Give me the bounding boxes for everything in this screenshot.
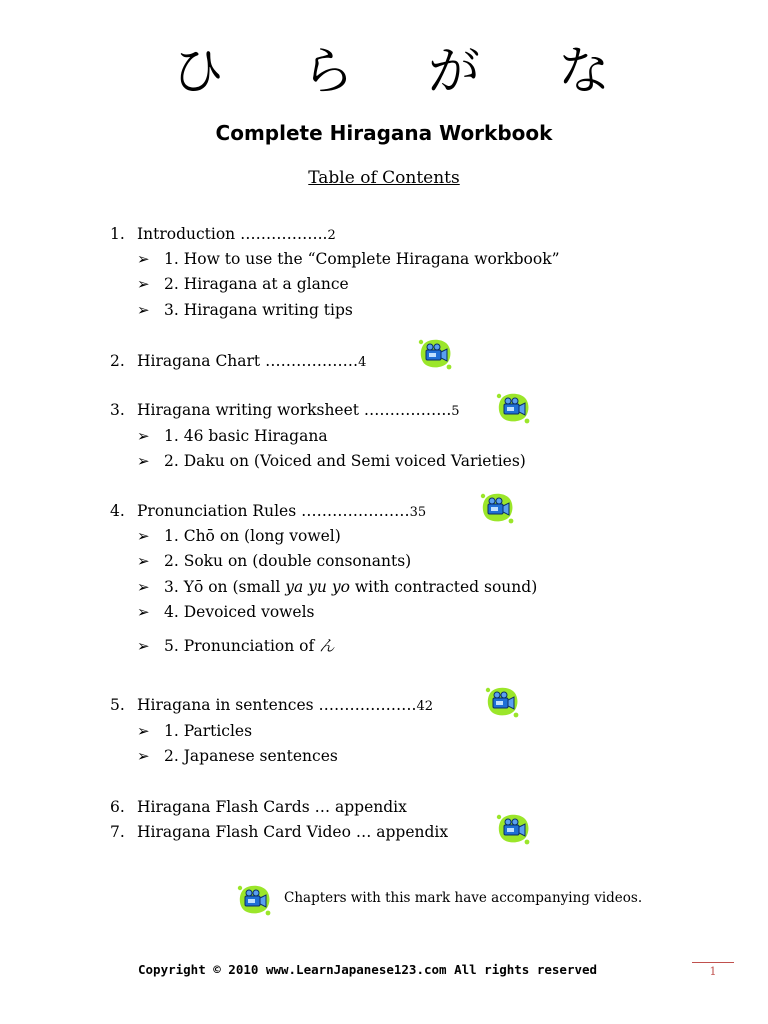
toc-sub-label: 2. Hiragana at a glance (164, 275, 349, 293)
toc-sub-label: 3. Hiragana writing tips (164, 301, 353, 319)
video-camera-icon (237, 884, 271, 916)
page-number: 1 (709, 965, 717, 978)
toc-number: 6. (110, 798, 125, 816)
toc-sub-label: 2. Japanese sentences (164, 747, 338, 765)
arrow-bullet-icon: ➢ (137, 552, 150, 570)
toc-sub-label: 5. Pronunciation of ん (164, 637, 335, 655)
arrow-bullet-icon: ➢ (137, 722, 150, 740)
toc-label: Hiragana Flash Card Video … appendix (137, 823, 449, 841)
toc-sub-label: 1. 46 basic Hiragana (164, 427, 328, 445)
copyright-footer: Copyright © 2010 www.LearnJapanese123.com All rights reserved (138, 962, 598, 977)
italic-ya-yu-yo: ya yu yo (285, 578, 350, 596)
arrow-bullet-icon: ➢ (137, 603, 150, 621)
toc-page: 42 (416, 699, 434, 714)
arrow-bullet-icon: ➢ (137, 275, 150, 293)
toc-number: 3. (110, 401, 125, 419)
toc-number: 4. (110, 502, 125, 520)
arrow-bullet-icon: ➢ (137, 527, 150, 545)
video-camera-icon (496, 813, 530, 845)
title-kana-na: な (558, 42, 611, 102)
arrow-bullet-icon: ➢ (137, 452, 150, 470)
toc-number: 1. (110, 225, 125, 243)
toc-sub-label: 2. Daku on (Voiced and Semi voiced Varieties) (164, 452, 526, 470)
arrow-bullet-icon: ➢ (137, 578, 150, 596)
toc-number: 2. (110, 352, 125, 370)
toc-sub-label: 1. Chō on (long vowel) (164, 527, 341, 545)
arrow-bullet-icon: ➢ (137, 637, 150, 655)
video-camera-icon (496, 392, 530, 424)
toc-label: Hiragana writing worksheet ……………..5 (137, 401, 460, 419)
toc-sub-label: 4. Devoiced vowels (164, 603, 315, 621)
title-kana-hi: ひ (172, 42, 225, 102)
page-title: Complete Hiragana Workbook (215, 121, 553, 145)
kana-n: ん (319, 637, 335, 655)
arrow-bullet-icon: ➢ (137, 427, 150, 445)
video-camera-icon (480, 492, 514, 524)
video-camera-icon (418, 338, 452, 370)
toc-page: 35 (409, 505, 427, 520)
arrow-bullet-icon: ➢ (137, 747, 150, 765)
title-kana-ga: が (428, 42, 481, 102)
video-camera-icon (485, 686, 519, 718)
toc-sub-label: 1. Particles (164, 722, 253, 740)
toc-label: Introduction ……………..2 (137, 225, 336, 243)
toc-label: Hiragana in sentences ……………….42 (137, 696, 434, 714)
toc-label: Hiragana Flash Cards … appendix (137, 798, 407, 816)
toc-label: Hiragana Chart ………………4 (137, 352, 367, 370)
page-number-rule (692, 962, 734, 963)
toc-page: 2 (327, 228, 336, 243)
toc-number: 7. (110, 823, 125, 841)
toc-label: Pronunciation Rules …………………35 (137, 502, 427, 520)
arrow-bullet-icon: ➢ (137, 250, 150, 268)
toc-page: 4 (358, 355, 367, 370)
toc-heading: Table of Contents (308, 168, 460, 188)
title-kana-ra: ら (302, 42, 355, 102)
toc-sub-label: 1. How to use the “Complete Hiragana workbook” (164, 250, 560, 268)
video-legend-text: Chapters with this mark have accompanying videos. (284, 890, 643, 906)
toc-number: 5. (110, 696, 125, 714)
toc-page: 5 (451, 404, 460, 419)
toc-sub-label: 3. Yō on (small ya yu yo with contracted sound) (164, 578, 538, 596)
toc-sub-label: 2. Soku on (double consonants) (164, 552, 412, 570)
arrow-bullet-icon: ➢ (137, 301, 150, 319)
